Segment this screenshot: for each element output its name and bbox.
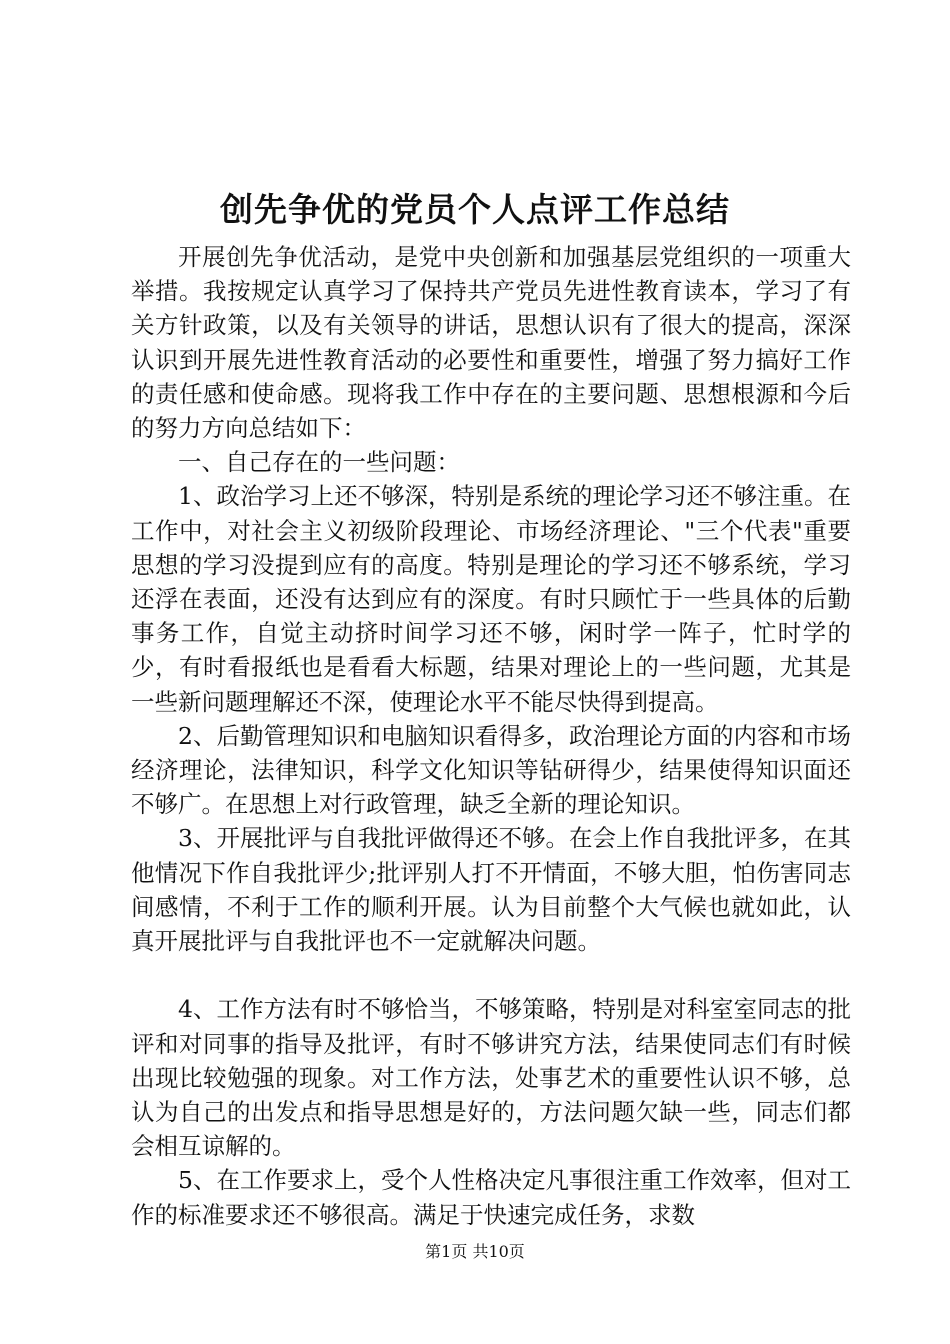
blank-line — [131, 958, 851, 992]
paragraph-item-5: 5、在工作要求上，受个人性格决定凡事很注重工作效率，但对工作的标准要求还不够很高。满足于快速完成任务，求数 — [131, 1166, 851, 1229]
document-title: 创先争优的党员个人点评工作总结 — [220, 190, 730, 229]
paragraph-item-4: 4、工作方法有时不够恰当，不够策略，特别是对科室室同志的批评和对同事的指导及批评，有时不够讲究方法，结果使同志们有时候出现比较勉强的现象。对工作方法，处事艺术的重要性认识不够，总认为自己的出发点和指导思想是好的，方法问题欠缺一些，同志们都会相互谅解的。 — [131, 995, 851, 1161]
paragraph-item-3: 3、开展批评与自我批评做得还不够。在会上作自我批评多，在其他情况下作自我批评少;批评别人打不开情面，不够大胆，怕伤害同志间感情，不利于工作的顺利开展。认为目前整个大气候也就如此，认真开展批评与自我批评也不一定就解决问题。 — [131, 824, 851, 956]
paragraph-item-2: 2、后勤管理知识和电脑知识看得多，政治理论方面的内容和市场经济理论，法律知识，科学文化知识等钻研得少，结果使得知识面还不够广。在思想上对行政管理，缺乏全新的理论知识。 — [131, 721, 851, 819]
section-heading: 一、自己存在的一些问题： — [178, 448, 460, 477]
paragraph-item-1: 1、政治学习上还不够深，特别是系统的理论学习还不够注重。在工作中，对社会主义初级阶段理论、市场经济理论、"三个代表"重要思想的学习没提到应有的高度。特别是理论的学习还不够系统，学习还浮在表面，还没有达到应有的深度。有时只顾忙于一些具体的后勤事务工作，自觉主动挤时间学习还不够，闲时学一阵子，忙时学的少，有时看报纸也是看看大标题，结果对理论上的一些问题，尤其是一些新问题理解还不深，使理论水平不能尽快得到提高。 — [131, 482, 851, 716]
intro-paragraph: 开展创先争优活动，是党中央创新和加强基层党组织的一项重大举措。我按规定认真学习了保持共产党员先进性教育读本，学习了有关方针政策，以及有关领导的讲话，思想认识有了很大的提高，深深认识到开展先进性教育活动的必要性和重要性，增强了努力搞好工作的责任感和使命感。现将我工作中存在的主要问题、思想根源和今后的努力方向总结如下： — [131, 243, 851, 443]
document-body — [131, 240, 851, 1232]
page-footer: 第1页 共10页 — [425, 1242, 525, 1261]
